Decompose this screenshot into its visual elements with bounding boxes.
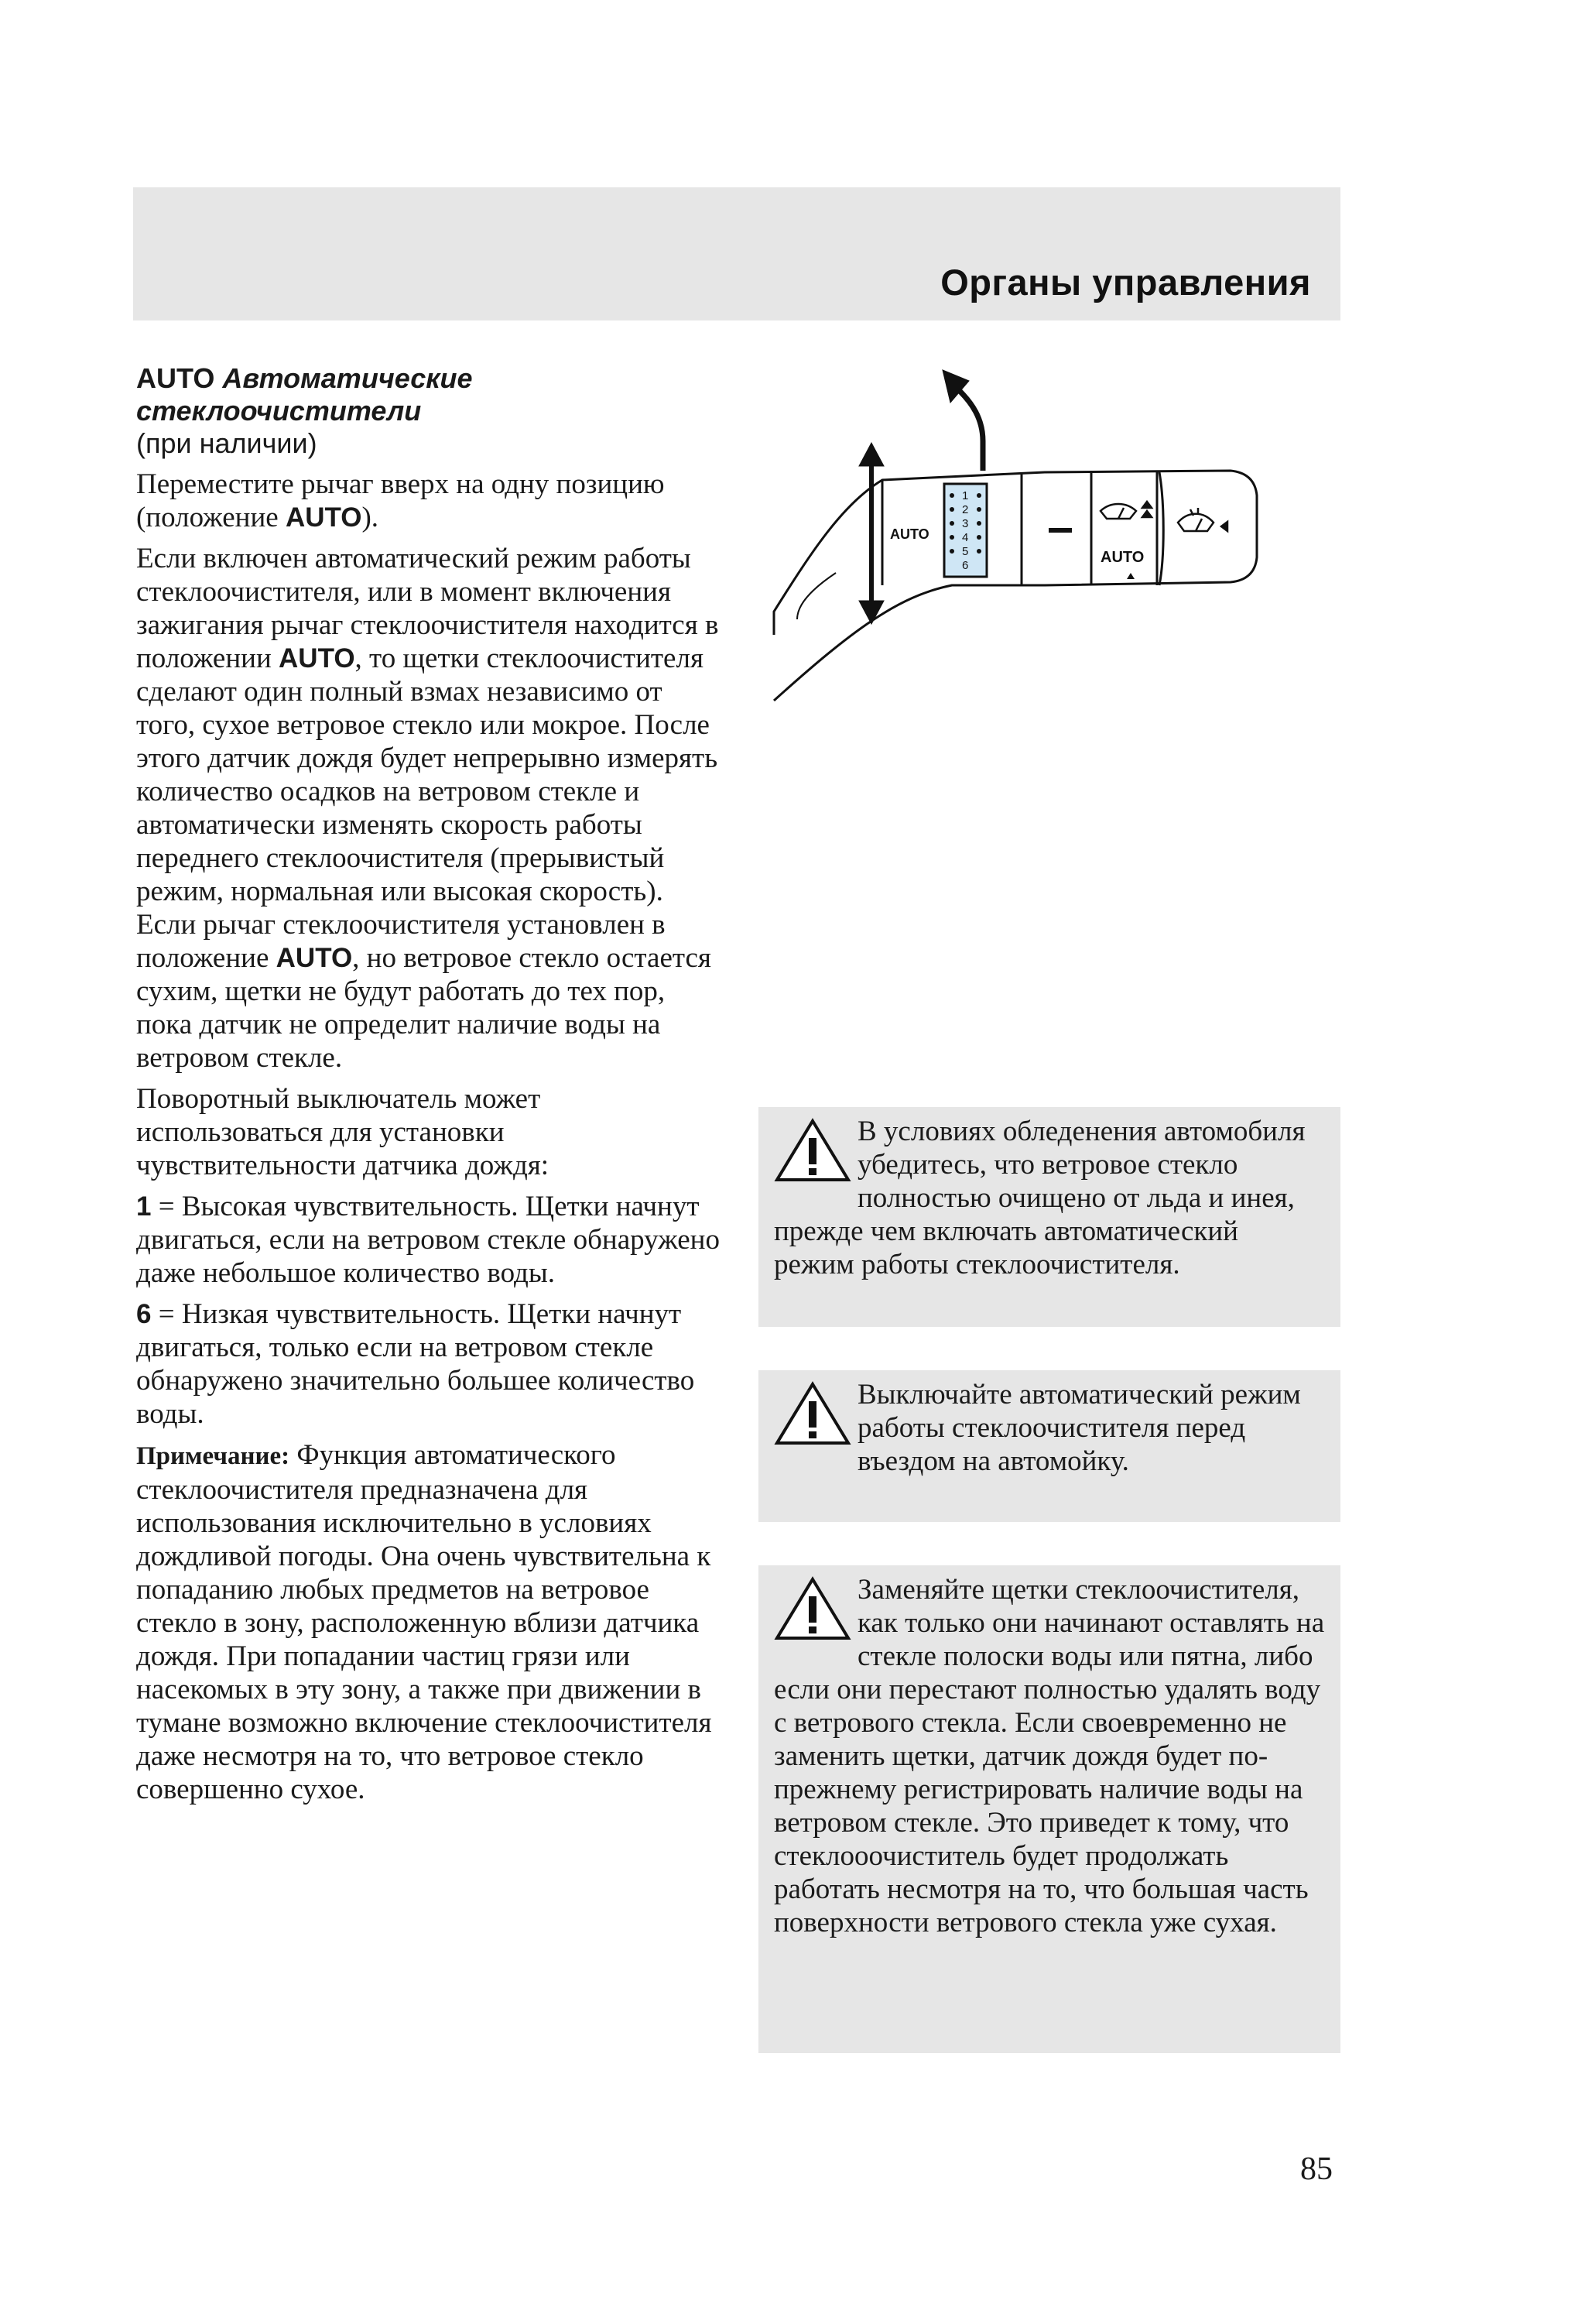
washer-icon [1178, 508, 1227, 531]
wiper-interval-icon [1101, 502, 1152, 519]
paragraph-5-text: = Низкая чувствительность. Щетки начнут двигаться, только если на ветровом стекле обнаружено значительно большее количество воды. [136, 1298, 695, 1430]
wiper-stalk-svg [766, 356, 1261, 712]
warning-icon [774, 1576, 851, 1646]
paragraph-5 [136, 1297, 724, 1431]
warning-icon [774, 1381, 851, 1451]
left-column [136, 362, 724, 1814]
header-band [133, 187, 1340, 320]
warning-text-1: В условиях обледенения автомобиля убедитесь, что ветровое стекло полностью очищено от льда и инея, прежде чем включать автоматический режим работы стеклоочистителя. [774, 1116, 1306, 1280]
auto-keyword: AUTO [279, 643, 355, 674]
warning-icon [774, 1118, 851, 1188]
section-title-prefix: AUTO [136, 362, 215, 394]
button-auto-label: AUTO [1101, 549, 1145, 566]
section-title [136, 362, 724, 427]
sensitivity-number: 1 [136, 1191, 152, 1222]
scale-tick-label: 4 [962, 531, 969, 544]
sensitivity-number: 6 [136, 1299, 152, 1329]
scale-tick-label: 3 [962, 517, 969, 530]
paragraph-2-text-c: , то щетки стеклоочистителя сделают один полный взмах независимо от того, сухое ветровое стекло или мокрое. После этого датчик дождя будет непрерывно измерять количество осадков на ветровом стекле и автоматически изменять скорость работы переднего стеклоочистителя (прерывистый режим, нормальная или высокая скорость). Если рычаг стеклоочистителя установлен в положение [136, 643, 718, 974]
section-subtitle: (при наличии) [136, 427, 317, 459]
paragraph-1-text: Переместите рычаг вверх на одну позицию (положение [136, 468, 665, 533]
section-title-italic: Автоматические стеклоочистители [136, 362, 473, 427]
warning-box-1 [758, 1107, 1340, 1327]
warning-text-2: Выключайте автоматический режим работы стеклоочистителя перед въездом на автомойку. [858, 1379, 1301, 1477]
paragraph-1-end: ). [361, 502, 379, 533]
sensitivity-scale [962, 489, 968, 572]
note-label: Примечание: [136, 1442, 290, 1470]
paragraph-4-text: = Высокая чувствительность. Щетки начнут двигаться, если на ветровом стекле обнаружено даже небольшое количество воды. [136, 1191, 720, 1289]
paragraph-1 [136, 468, 724, 534]
auto-keyword: AUTO [276, 943, 353, 973]
scale-tick-label: 6 [962, 559, 969, 572]
page-title: Органы управления [940, 262, 1311, 303]
ring-auto-label: AUTO [890, 526, 929, 542]
warning-text-3: Заменяйте щетки стеклоочистителя, как только они начинают оставлять на стекле полоски воды или пятна, либо если они перестают полностью удалять воду с ветрового стекла. Если своевременно не заменить щетки, датчик дождя будет по-прежнему регистрировать наличие воды на ветровом стекле. Это приведет к тому, что стеклооочиститель будет продолжать работать несмотря на то, что большая часть поверхности ветрового стекла уже сухая. [774, 1574, 1325, 1938]
warning-box-3 [758, 1565, 1340, 2053]
wiper-stalk-illustration [766, 356, 1261, 712]
paragraph-3: Поворотный выключатель может использоваться для установки чувствительности датчика дождя: [136, 1083, 549, 1181]
warning-box-2 [758, 1370, 1340, 1522]
auto-keyword: AUTO [285, 502, 362, 533]
paragraph-2-text-a: Если включен автоматический режим работы стеклоочистителя, или в момент включения зажигания рычаг стеклоочистителя находится в положении [136, 543, 719, 674]
scale-tick-label: 2 [962, 503, 969, 516]
paragraph-note [136, 1438, 724, 1806]
page-number: 85 [1300, 2151, 1333, 2187]
scale-tick-label: 1 [962, 489, 969, 502]
paragraph-2 [136, 542, 724, 1075]
note-text: Функция автоматического стеклоочистителя предназначена для использования исключительно в условиях дождливой погоды. Она очень чувствительна к попаданию любых предметов на ветровое стекло в зону, расположенную вблизи датчика дождя. При попадании частиц грязи или насекомых в эту зону, а также при движении в тумане возможно включение стеклоочистителя даже несмотря на то, что ветровое стекло совершенно сухое. [136, 1439, 712, 1805]
paragraph-4 [136, 1190, 724, 1290]
scale-tick-label: 5 [962, 545, 969, 558]
paragraph-2-text-e: , но ветровое стекло остается сухим, щетки не будут работать до тех пор, пока датчик не определит наличие воды на ветровом стекле. [136, 942, 711, 1074]
